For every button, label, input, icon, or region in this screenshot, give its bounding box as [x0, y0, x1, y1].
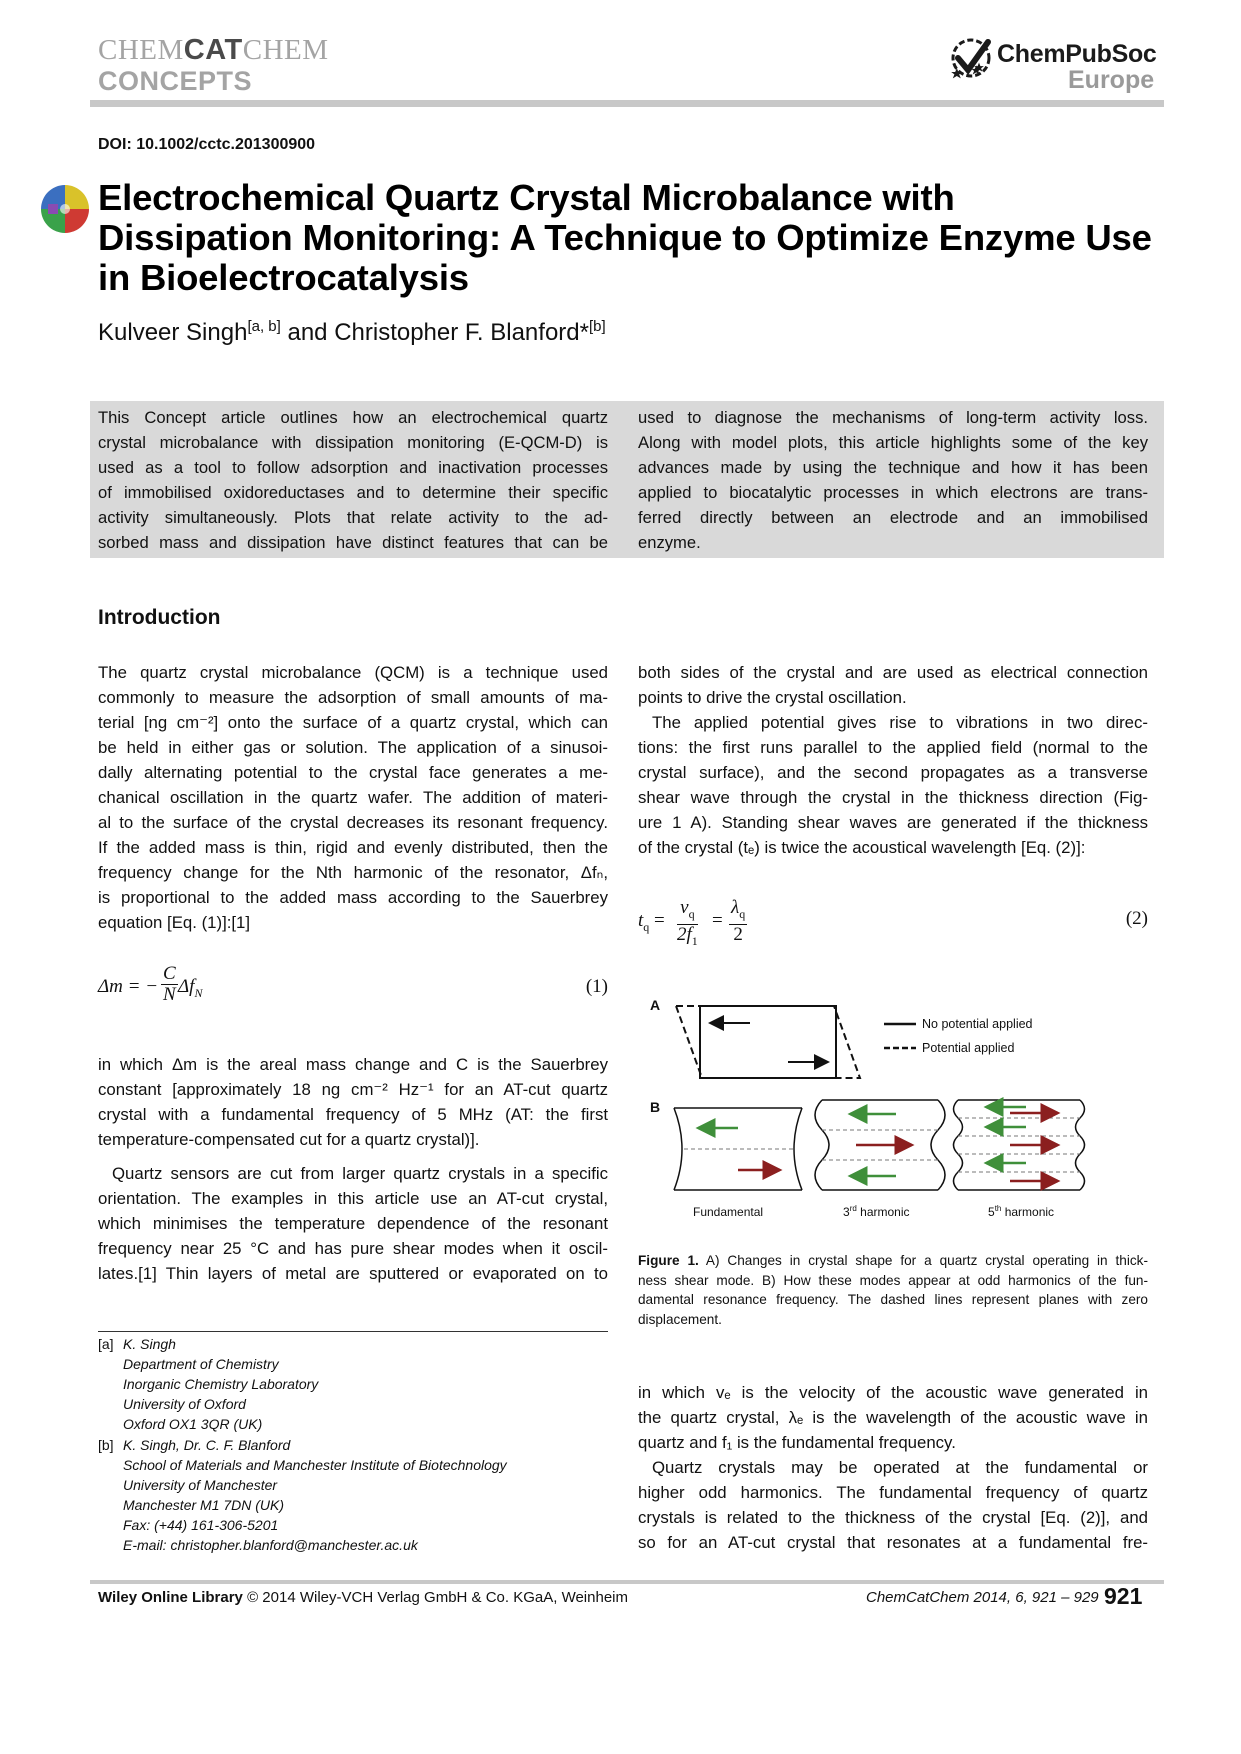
body-paragraph: [638, 710, 1148, 860]
footer-citation: ChemCatChem 2014, 6, 921 – 929: [866, 1589, 1099, 1606]
section-heading: Introduction: [98, 606, 221, 629]
equation-text: t: [638, 910, 644, 931]
footnote-tag: [b]: [98, 1437, 114, 1453]
text-line: temperature-compensated cut for a quartz crystal)].: [98, 1130, 480, 1149]
abstract-line: used as a tool to follow adsorption and inactivation processes: [98, 458, 608, 477]
crystal-strained-outline: [676, 1006, 860, 1078]
text-line: crystals is related to the thickness of the crystal [Eq. (2)], and: [638, 1508, 1148, 1527]
equation-numerator: ν: [680, 897, 689, 918]
equation-number: (1): [585, 976, 608, 997]
text-line: which minimises the temperature dependence of the resonant: [98, 1214, 608, 1233]
text-line: terial [ng cm⁻²] onto the surface of a quartz crystal, which can: [98, 713, 608, 732]
author-affiliation: [a, b]: [247, 318, 281, 335]
body-paragraph: [638, 1380, 1148, 1455]
footnote-email[interactable]: E-mail: christopher.blanford@manchester.ac.uk: [123, 1537, 418, 1553]
author-affiliation: [b]: [588, 318, 606, 335]
panel-a-label: A: [650, 997, 661, 1013]
text-line: the quartz crystal, λₑ is the wavelength of the acoustic wave in: [638, 1408, 1148, 1427]
affiliation-footnotes: [98, 1334, 608, 1555]
text-line: equation [Eq. (1)]:[1]: [98, 913, 251, 932]
footnote-line: Department of Chemistry: [123, 1356, 279, 1372]
text-line: crystal surface), and the second propagates as a transverse: [638, 763, 1148, 782]
journal-name: [98, 34, 329, 67]
text-line: frequency change for the Nth harmonic of the resonator, Δfₙ,: [98, 863, 608, 882]
text-line: Quartz crystals may be operated at the fundamental or: [652, 1458, 1148, 1477]
doi: DOI: 10.1002/cctc.201300900: [98, 136, 316, 153]
panel-b-label: B: [650, 1099, 661, 1115]
caption-line: A) Changes in crystal shape for a quartz crystal operating in thick-: [698, 1253, 1148, 1268]
journal-section: CONCEPTS: [98, 66, 253, 96]
equation-number: (2): [1125, 908, 1148, 929]
text-line: be held in either gas or solution. The application of a sinusoi-: [98, 738, 608, 757]
abstract-line: crystal microbalance with dissipation monitoring (E-QCM-D) is: [98, 433, 608, 452]
abstract-right-column: [638, 405, 1148, 555]
text-line: Quartz sensors are cut from larger quartz crystals in a specific: [112, 1164, 608, 1183]
mode-label-3rd: 3rd harmonic: [843, 1204, 910, 1219]
crystal-rest-outline: [700, 1006, 836, 1078]
equation-subscript: q: [739, 906, 746, 921]
footnote-tag: [a]: [98, 1336, 114, 1352]
article-title: Electrochemical Quartz Crystal Microbalance with Dissipation Monitoring: A Technique to Optimize Enzyme Use in Bioelectrocatalysis: [98, 177, 1152, 298]
text-line: in which vₑ is the velocity of the acoustic wave generated in: [638, 1383, 1148, 1402]
text-line: lates.[1] Thin layers of metal are sputtered or evaporated on to: [98, 1264, 608, 1283]
footnote-line: University of Oxford: [123, 1396, 246, 1412]
text-line: ure 1 A). Standing shear waves are generated if the thickness: [638, 813, 1148, 832]
caption-line: damental resonance frequency. The dashed lines represent planes with zero: [638, 1292, 1148, 1307]
footnote-item: [98, 1435, 608, 1555]
publisher-region: Europe: [1068, 66, 1155, 94]
footnote-line: K. Singh: [123, 1336, 176, 1352]
text-line: both sides of the crystal and are used as electrical connection: [638, 663, 1148, 682]
footnote-item: [98, 1334, 608, 1434]
wiley-online-library-link[interactable]: Wiley Online Library: [98, 1589, 243, 1606]
footnote-line: Manchester M1 7DN (UK): [123, 1497, 285, 1513]
equation-text: Δm = −: [98, 976, 159, 997]
footer-copyright: © 2014 Wiley-VCH Verlag GmbH & Co. KGaA, Weinheim: [242, 1589, 628, 1606]
abstract-line: of immobilised oxidoreductases and to determine their specific: [98, 483, 608, 502]
author-separator: and: [280, 319, 335, 346]
equation-subscript: 1: [691, 933, 698, 948]
text-line: higher odd harmonics. The fundamental frequency of quartz: [638, 1483, 1148, 1502]
figure-caption: [638, 1251, 1148, 1329]
footer-publisher: [98, 1589, 628, 1606]
text-line: The applied potential gives rise to vibrations in two direc-: [652, 713, 1148, 732]
body-paragraph: [98, 1161, 608, 1286]
equation-subscript: N: [194, 985, 203, 1000]
text-line: quartz and f₁ is the fundamental frequency.: [638, 1433, 956, 1452]
footnote-line: K. Singh, Dr. C. F. Blanford: [123, 1437, 291, 1453]
text-line: dally alternating potential to the crystal face generates a me-: [98, 763, 608, 782]
abstract-line: sorbed mass and dissipation have distinct features that can be: [98, 533, 608, 552]
text-line: is proportional to the added mass according to the Sauerbrey: [98, 888, 608, 907]
abstract-line: This Concept article outlines how an electrochemical quartz: [98, 408, 608, 427]
figure-1: [638, 990, 1158, 1240]
text-line: crystal with a fundamental frequency of 5 MHz (AT: the first: [98, 1105, 608, 1124]
text-line: If the added mass is thin, rigid and evenly distributed, then the: [98, 838, 608, 857]
author-name: Kulveer Singh: [98, 319, 248, 346]
journal-name-part: CHEM: [242, 34, 329, 66]
text-line: frequency near 25 °C and has pure shear modes when it oscil-: [98, 1239, 608, 1258]
abstract-line: ferred directly between an electrode and an immobilised: [638, 508, 1148, 527]
author-list: [98, 318, 606, 347]
caption-line: ness shear mode. B) How these modes appear at odd harmonics of the fun-: [638, 1272, 1148, 1288]
caption-line: displacement.: [638, 1311, 722, 1327]
text-line: shear wave through the crystal in the thickness direction (Fig-: [638, 788, 1148, 807]
equation-subscript: q: [688, 906, 695, 921]
abstract-line: used to diagnose the mechanisms of long-term activity loss.: [638, 408, 1148, 427]
body-paragraph: [98, 1052, 608, 1152]
equation-subscript: q: [643, 919, 650, 934]
mode-fundamental: [674, 1108, 802, 1190]
equation-numerator: λ: [731, 897, 740, 918]
text-line: chanical oscillation in the quartz wafer. The addition of materi-: [98, 788, 608, 807]
equation-numerator: C: [163, 963, 176, 984]
text-line: commonly to measure the adsorption of small amounts of ma-: [98, 688, 608, 707]
body-paragraph: [638, 660, 1148, 710]
mode-label-fundamental: Fundamental: [693, 1205, 764, 1219]
text-line: in which Δm is the areal mass change and C is the Sauerbrey: [98, 1055, 608, 1074]
author-name: Christopher F. Blanford*: [334, 319, 589, 346]
equation-denominator: 2f: [677, 923, 692, 945]
mode-3rd-harmonic: [815, 1100, 945, 1190]
equation-denominator: N: [163, 984, 176, 1005]
text-line: points to drive the crystal oscillation.: [638, 688, 907, 707]
footer-divider: [90, 1580, 1164, 1584]
caption-label: Figure 1.: [638, 1253, 699, 1268]
legend-solid-label: No potential applied: [922, 1017, 1033, 1031]
footnote-divider: [98, 1331, 608, 1332]
equation-denominator: 2: [733, 923, 743, 945]
abstract-line: applied to biocatalytic processes in which electrons are trans-: [638, 483, 1148, 502]
mode-label-5th: 5th harmonic: [988, 1204, 1055, 1219]
abstract-line: activity simultaneously. Plots that relate activity to the ad-: [98, 508, 608, 527]
text-line: of the crystal (tₑ) is twice the acoustical wavelength [Eq. (2)]:: [638, 838, 1086, 857]
abstract-line: Along with model plots, this article highlights some of the key: [638, 433, 1148, 452]
footnote-line: Fax: (+44) 161-306-5201: [123, 1517, 279, 1533]
footnote-line: University of Manchester: [123, 1477, 278, 1493]
text-line: so for an AT-cut crystal that resonates at a fundamental fre-: [638, 1533, 1148, 1552]
equation-text: Δf: [178, 976, 195, 997]
abstract-line: advances made by using the technique and how it has been: [638, 458, 1148, 477]
body-paragraph: [638, 1455, 1148, 1555]
text-line: al to the surface of the crystal decreases its resonant frequency.: [98, 813, 608, 832]
publisher-name: ChemPubSoc: [997, 40, 1157, 68]
text-line: constant [approximately 18 ng cm⁻² Hz⁻¹ for an AT-cut quartz: [98, 1080, 608, 1099]
page-number: 921: [1104, 1583, 1143, 1609]
text-line: The quartz crystal microbalance (QCM) is a technique used: [98, 663, 608, 682]
header-divider: [90, 100, 1164, 107]
abstract-line: enzyme.: [638, 533, 701, 552]
footnote-line: School of Materials and Manchester Institute of Biotechnology: [123, 1457, 507, 1473]
footnote-line: Inorganic Chemistry Laboratory: [123, 1376, 319, 1392]
legend-dashed-label: Potential applied: [922, 1041, 1015, 1055]
equation-1: [98, 964, 608, 1014]
journal-name-part: CHEM: [98, 34, 184, 66]
text-line: orientation. The examples in this article use an AT-cut crystal,: [98, 1189, 608, 1208]
footnote-line: Oxford OX1 3QR (UK): [123, 1416, 263, 1432]
abstract-left-column: [98, 405, 608, 555]
body-paragraph: [98, 660, 608, 935]
mode-5th-harmonic: [954, 1100, 1085, 1190]
journal-name-bold: CAT: [183, 34, 243, 66]
equation-2: $t_q$ = $\frac{\nu_q}{2f_1}$ = $\frac{\lambda_q}{2}$ (2): [638, 897, 1148, 948]
text-line: tions: the first runs parallel to the applied field (normal to the: [638, 738, 1148, 757]
puzzle-icon: [40, 184, 90, 234]
